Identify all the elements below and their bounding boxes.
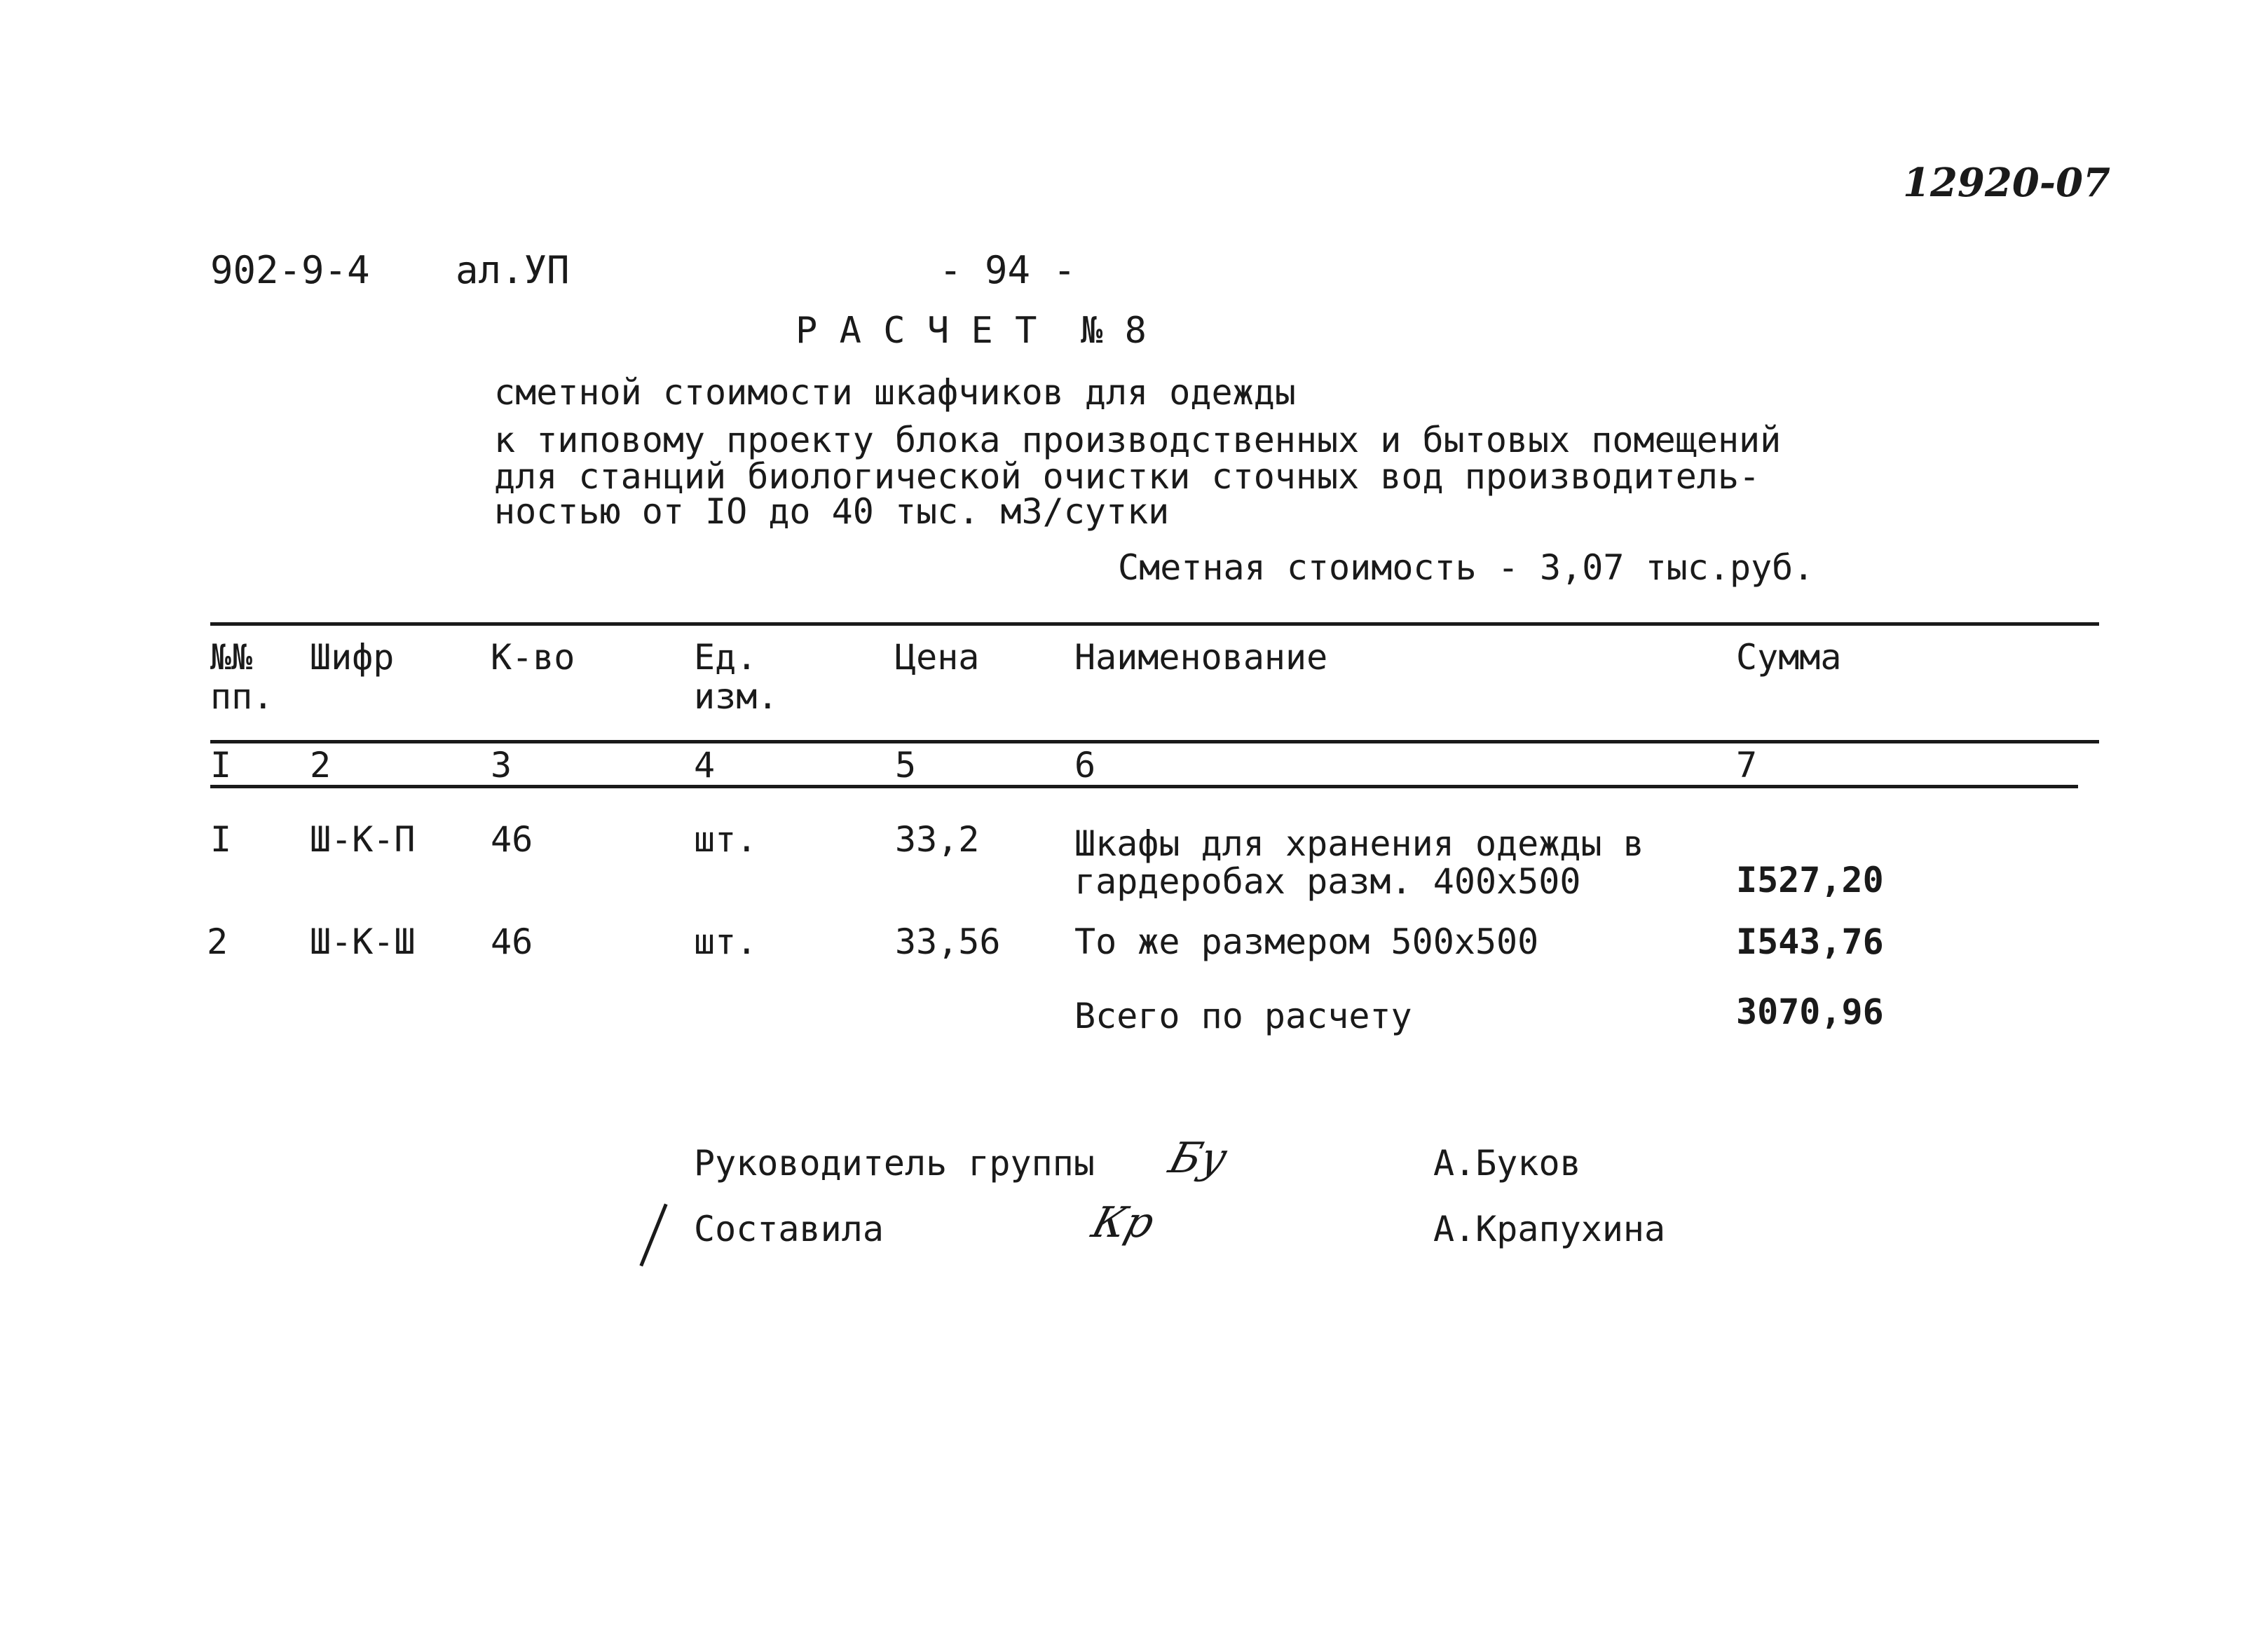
header-unit-line2: изм.: [694, 676, 779, 717]
header-unit-line1: Ед.: [694, 637, 758, 678]
signature-role-head: Руководитель группы: [694, 1143, 1095, 1184]
archive-number: 12920-07: [1903, 160, 2110, 206]
colnum-6: 6: [1074, 745, 1096, 786]
slash-mark: [639, 1204, 667, 1267]
header-unit: [694, 638, 778, 716]
title-line-2: к типовому проекту блока производственных и бытовых помещений: [494, 420, 1782, 460]
row2-sum: I543,76: [1736, 921, 1884, 962]
total-label: Всего по расчету: [1074, 996, 1412, 1036]
colnum-4: 4: [694, 745, 716, 786]
colnum-1: I: [210, 745, 232, 786]
signature-name-compiler: А.Крапухина: [1433, 1209, 1666, 1249]
colnum-2: 2: [310, 745, 332, 786]
row2-num: 2: [207, 921, 228, 962]
row1-qty: 46: [491, 819, 533, 860]
row1-code: Ш-К-П: [310, 819, 416, 860]
row2-qty: 46: [491, 921, 533, 962]
header-num: [210, 638, 273, 716]
header-name: Наименование: [1074, 637, 1328, 678]
title-line-4: ностью от IO до 40 тыс. м3/сутки: [494, 491, 1170, 532]
header-code: Шифр: [310, 637, 395, 678]
header-bottom-rule: [210, 740, 2099, 743]
document-heading: Р А С Ч Е Т № 8: [795, 310, 1147, 352]
title-line-3: для станций биологической очистки сточных вод производитель-: [494, 456, 1761, 497]
row1-price: 33,2: [895, 819, 980, 860]
doc-code: 902-9-4: [210, 248, 370, 292]
estimate-total: Сметная стоимость - 3,07 тыс.руб.: [1118, 547, 1815, 588]
row1-name-line1: Шкафы для хранения одежды в: [1074, 823, 1644, 864]
header-qty: К-во: [491, 637, 575, 678]
header-price: Цена: [895, 637, 980, 678]
row1-sum: I527,20: [1736, 860, 1884, 900]
signature-mark-compiler: Кр: [1086, 1198, 1160, 1247]
colnum-7: 7: [1736, 745, 1758, 786]
signature-mark-head: Бу: [1163, 1134, 1233, 1183]
header-sum: Сумма: [1736, 637, 1842, 678]
colnum-5: 5: [895, 745, 917, 786]
row1-name-line2: гардеробах разм. 400х500: [1074, 861, 1581, 902]
header-num-line2: пп.: [210, 676, 274, 717]
row2-price: 33,56: [895, 921, 1001, 962]
colnum-3: 3: [491, 745, 512, 786]
row2-unit: шт.: [694, 921, 758, 962]
page-number: - 94 -: [939, 248, 1077, 292]
album-code: ал.УП: [456, 248, 570, 292]
signature-name-head: А.Буков: [1433, 1143, 1581, 1184]
signature-role-compiler: Составила: [694, 1209, 884, 1249]
row2-name: То же размером 500х500: [1074, 921, 1539, 962]
header-num-line1: №№: [210, 637, 253, 678]
row1-unit: шт.: [694, 819, 758, 860]
table-top-rule: [210, 622, 2099, 626]
row1-num: I: [210, 819, 232, 860]
title-line-1: сметной стоимости шкафчиков для одежды: [494, 372, 1296, 413]
total-sum: 3070,96: [1736, 992, 1884, 1032]
row2-code: Ш-К-Ш: [310, 921, 416, 962]
